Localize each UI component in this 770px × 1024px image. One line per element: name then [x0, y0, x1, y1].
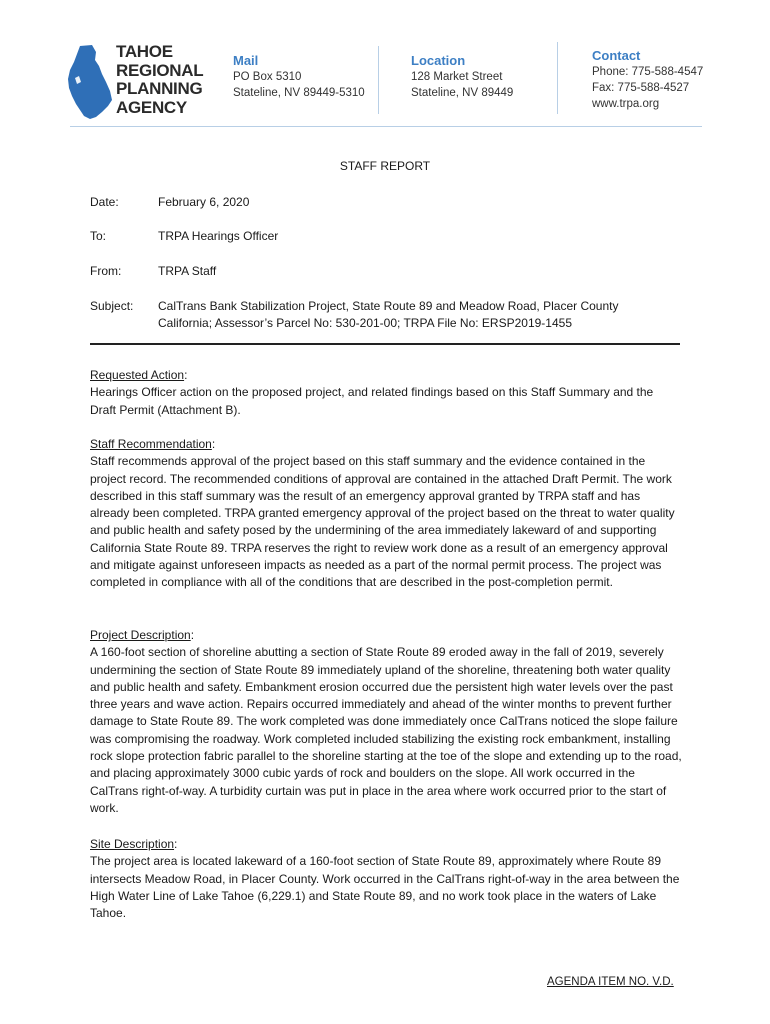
mail-line: PO Box 5310	[233, 71, 302, 83]
agency-name	[116, 43, 203, 117]
section-body: A 160-foot section of shoreline abutting a section of State Route 89 eroded away in the fall of 2019, severely undermining the section of State Route 89 immediately upland of the shoreline, threatening both water quality and public health and safety. Embankment erosion occurred due the persistent high water levels over the past three years and wave action. Repairs occurred immediately and ahead of the winter months to prevent further damage to State Route 89. The work completed was done immediately once CalTrans noticed the slope failure was compromising the roadway. Work completed included stabilizing the existing rock embankment, installing rock slope protection fabric parallel to the shoreline starting at the toe of the slope and extending up to the road, and placing approximately 3000 cubic yards of rock and boulders on the slope. All work occurred in the CalTrans right-of-way. A turbidity curtain was put in place in the area where work occurred prior to the start of work.	[90, 645, 682, 815]
subject-line: California; Assessor’s Parcel No: 530-201-00; TRPA File No: ERSP2019-1455	[158, 316, 572, 330]
from-label: From:	[90, 264, 122, 278]
location-line: 128 Market Street	[411, 71, 503, 83]
agency-name-line: TAHOE	[116, 42, 173, 61]
contact-phone: Phone: 775-588-4547	[592, 66, 704, 78]
requested-action-section: Requested Action: Hearings Officer action on the proposed project, and related findings based on this Staff Summary and the Draft Permit (Attachment B).	[90, 367, 682, 419]
location-line: Stateline, NV 89449	[411, 87, 514, 99]
agenda-item-label: AGENDA ITEM NO. V.D.	[547, 976, 674, 988]
agency-name-line: AGENCY	[116, 97, 187, 117]
letterhead-rule	[70, 126, 702, 127]
contact-block	[592, 48, 703, 112]
section-heading: Staff Recommendation	[90, 437, 212, 451]
subject-line: CalTrans Bank Stabilization Project, State Route 89 and Meadow Road, Placer County	[158, 299, 619, 313]
mail-title: Mail	[233, 53, 259, 68]
section-heading: Requested Action	[90, 368, 185, 382]
agency-name-line: PLANNING	[116, 79, 203, 98]
to-label: To:	[90, 229, 107, 243]
report-title: STAFF REPORT	[339, 159, 431, 173]
subject-value	[158, 298, 698, 332]
contact-fax: Fax: 775-588-4527	[592, 82, 690, 94]
header-divider	[378, 46, 379, 114]
contact-title: Contact	[592, 48, 641, 63]
contact-website[interactable]: www.trpa.org	[592, 98, 660, 110]
section-body: The project area is located lakeward of a 160-foot section of State Route 89, approximately where Route 89 intersects Meadow Road, in Placer County. Work occurred in the CalTrans right-of-way in the area between the High Water Line of Lake Tahoe (6,229.1) and State Route 89, and no work took place in the waters of Lake Tahoe.	[90, 854, 680, 921]
to-value: TRPA Hearings Officer	[158, 229, 279, 243]
staff-recommendation-section: Staff Recommendation: Staff recommends approval of the project based on this staff summary and the evidence contained in the project record. The recommended conditions of approval are contained in the attached Draft Permit. The work described in this staff summary was the result of an emergency approval granted by TRPA staff and has already been completed. TRPA granted emergency approval of the project based on the threat to water quality and public health and safety posed by the undermining of the area immediately lakeward of and supporting California State Route 89. TRPA reserves the right to review work done as a result of an emergency approval and mitigate against unforeseen impacts as needed as a part of the normal permit process. The project was completed in compliance with all of the conditions that are described in the post-completion permit.	[90, 436, 682, 592]
site-description-section: Site Description: The project area is located lakeward of a 160-foot section of State Route 89, approximately where Route 89 intersects Meadow Road, in Placer County. Work occurred in the CalTrans right-of-way in the area between the High Water Line of Lake Tahoe (6,229.1) and State Route 89, and no work took place in the waters of Lake Tahoe.	[90, 836, 682, 922]
location-title: Location	[411, 53, 466, 68]
section-heading: Project Description	[90, 628, 191, 642]
subject-label: Subject:	[90, 299, 134, 313]
location-address-block	[411, 53, 513, 101]
date-value: February 6, 2020	[158, 195, 250, 209]
section-body: Hearings Officer action on the proposed project, and related findings based on this Staff Summary and the Draft Permit (Attachment B).	[90, 385, 654, 417]
agency-name-line: REGIONAL	[116, 60, 204, 80]
from-value: TRPA Staff	[158, 264, 217, 278]
header-divider	[557, 42, 558, 114]
project-description-section: Project Description: A 160-foot section of shoreline abutting a section of State Route 89 eroded away in the fall of 2019, severely undermining the section of State Route 89 immediately upland of the shoreline, threatening both water quality and public health and safety. Embankment erosion occurred due the persistent high water levels over the past three years and wave action. Repairs occurred immediately and ahead of the winter months to prevent further damage to State Route 89. The work completed was done immediately once CalTrans noticed the slope failure was compromising the roadway. Work completed included stabilizing the existing rock embankment, installing rock slope protection fabric parallel to the shoreline starting at the toe of the slope and extending up to the road, and placing approximately 3000 cubic yards of rock and boulders on the slope. All work occurred in the CalTrans right-of-way. A turbidity curtain was put in place in the area where work occurred prior to the start of work.	[90, 627, 682, 817]
lake-tahoe-logo-icon	[66, 44, 114, 120]
section-heading: Site Description	[90, 837, 175, 851]
date-label: Date:	[90, 195, 119, 209]
section-body: Staff recommends approval of the project based on this staff summary and the evidence contained in the project record. The recommended conditions of approval are contained in the attached Draft Permit. The work described in this staff summary was the result of an emergency approval granted by TRPA staff and has already been completed. TRPA granted emergency approval of the project based on the threat to water quality and public health and safety posed by the undermining of the area immediately lakeward of and supporting California State Route 89. TRPA reserves the right to review work done as a result of an emergency approval and mitigate against unforeseen impacts as needed as a part of the normal permit process. The project was completed in compliance with all of the conditions that are described in the post-completion permit.	[90, 454, 675, 590]
subject-rule	[90, 343, 680, 345]
mail-line: Stateline, NV 89449-5310	[233, 87, 365, 99]
mail-address-block	[233, 53, 365, 101]
